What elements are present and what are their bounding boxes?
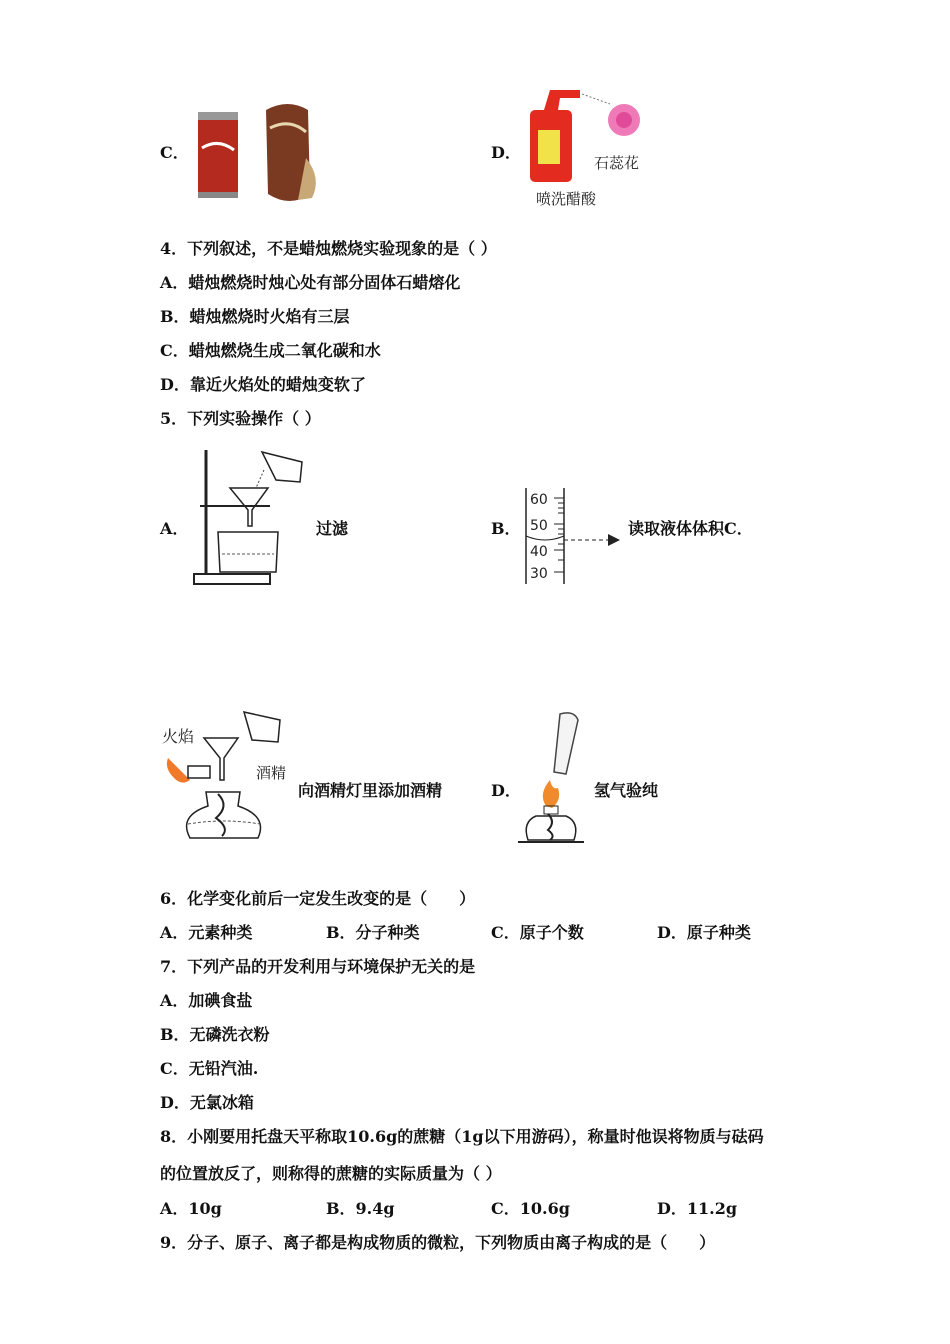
flame-icon — [167, 758, 190, 783]
q6-option-b[interactable]: B．分子种类 — [326, 923, 420, 942]
q8-stem-line1: 8．小刚要用托盘天平称取10.6g的蔗糖（1g以下用游码），称量时他误将物质与砝码 — [160, 1127, 764, 1146]
cylinder-tick-40: 40 — [530, 544, 548, 560]
cola-cans-image — [190, 98, 330, 206]
alcohol-lamp-refill-image — [160, 706, 296, 850]
q5-option-b-label: B． — [491, 519, 521, 538]
q5-option-d-text: 氢气验纯 — [594, 781, 659, 800]
beaker — [218, 532, 278, 572]
graduated-cylinder-image — [520, 484, 626, 588]
flame-icon — [543, 780, 559, 808]
spray-bottle-image — [520, 80, 670, 212]
q8-option-c[interactable]: C．10.6g — [491, 1199, 570, 1218]
q4-option-c[interactable]: C．蜡烛燃烧生成二氧化碳和水 — [160, 341, 381, 360]
flame-label: 火焰 — [162, 727, 195, 746]
q4-option-d[interactable]: D．靠近火焰处的蜡烛变软了 — [160, 375, 366, 394]
q4-option-a[interactable]: A．蜡烛燃烧时烛心处有部分固体石蜡熔化 — [160, 273, 461, 292]
alcohol-label: 酒精 — [256, 764, 287, 782]
q6-stem: 6．化学变化前后一定发生改变的是（ ） — [160, 889, 476, 908]
q7-option-a[interactable]: A．加碘食盐 — [160, 991, 253, 1010]
cylinder-tick-30: 30 — [530, 566, 548, 582]
q3-option-d-label: D． — [491, 143, 521, 162]
q5-stem: 5．下列实验操作（ ） — [160, 409, 321, 428]
spray-label: 喷洗醋酸 — [536, 190, 597, 208]
cola-can-intact — [198, 112, 238, 198]
q7-option-c[interactable]: C．无铅汽油. — [160, 1059, 259, 1078]
q7-stem: 7．下列产品的开发利用与环境保护无关的是 — [160, 957, 476, 976]
alcohol-lamp — [187, 792, 261, 838]
q5-option-c-text: 向酒精灯里添加酒精 — [298, 781, 443, 800]
q6-option-a[interactable]: A．元素种类 — [160, 923, 253, 942]
q6-option-d[interactable]: D．原子种类 — [657, 923, 751, 942]
q5-option-b-text: 读取液体体积C． — [628, 519, 753, 538]
cylinder-tick-50: 50 — [530, 518, 548, 534]
filtration-apparatus-image — [190, 440, 315, 588]
q9-stem: 9．分子、原子、离子都是构成物质的微粒，下列物质由离子构成的是（ ） — [160, 1233, 716, 1252]
test-tube — [554, 713, 578, 774]
q8-option-d[interactable]: D．11.2g — [657, 1199, 738, 1218]
q4-option-b[interactable]: B．蜡烛燃烧时火焰有三层 — [160, 307, 350, 326]
eye-icon — [608, 534, 620, 546]
flower-label: 石蕊花 — [594, 154, 640, 172]
q5-option-d-label: D． — [491, 781, 521, 800]
q4-stem: 4．下列叙述，不是蜡烛燃烧实验现象的是（ ） — [160, 239, 497, 258]
cylinder-tick-60: 60 — [530, 492, 548, 508]
q7-option-b[interactable]: B．无磷洗衣粉 — [160, 1025, 270, 1044]
q7-option-d[interactable]: D．无氯冰箱 — [160, 1093, 254, 1112]
pouring-beaker — [262, 452, 302, 482]
q8-option-a[interactable]: A．10g — [160, 1199, 222, 1218]
q8-option-b[interactable]: B．9.4g — [326, 1199, 395, 1218]
q6-option-c[interactable]: C．原子个数 — [491, 923, 584, 942]
q3-option-c-label: C． — [160, 143, 189, 162]
hydrogen-purity-test-image — [518, 710, 598, 848]
q8-stem-line2: 的位置放反了，则称得的蔗糖的实际质量为（ ） — [160, 1164, 502, 1183]
alcohol-bottle — [244, 712, 280, 742]
stand-base — [194, 574, 270, 584]
q5-option-a-label: A． — [160, 519, 189, 538]
funnel — [204, 738, 238, 780]
q5-option-a-text: 过滤 — [316, 519, 349, 538]
